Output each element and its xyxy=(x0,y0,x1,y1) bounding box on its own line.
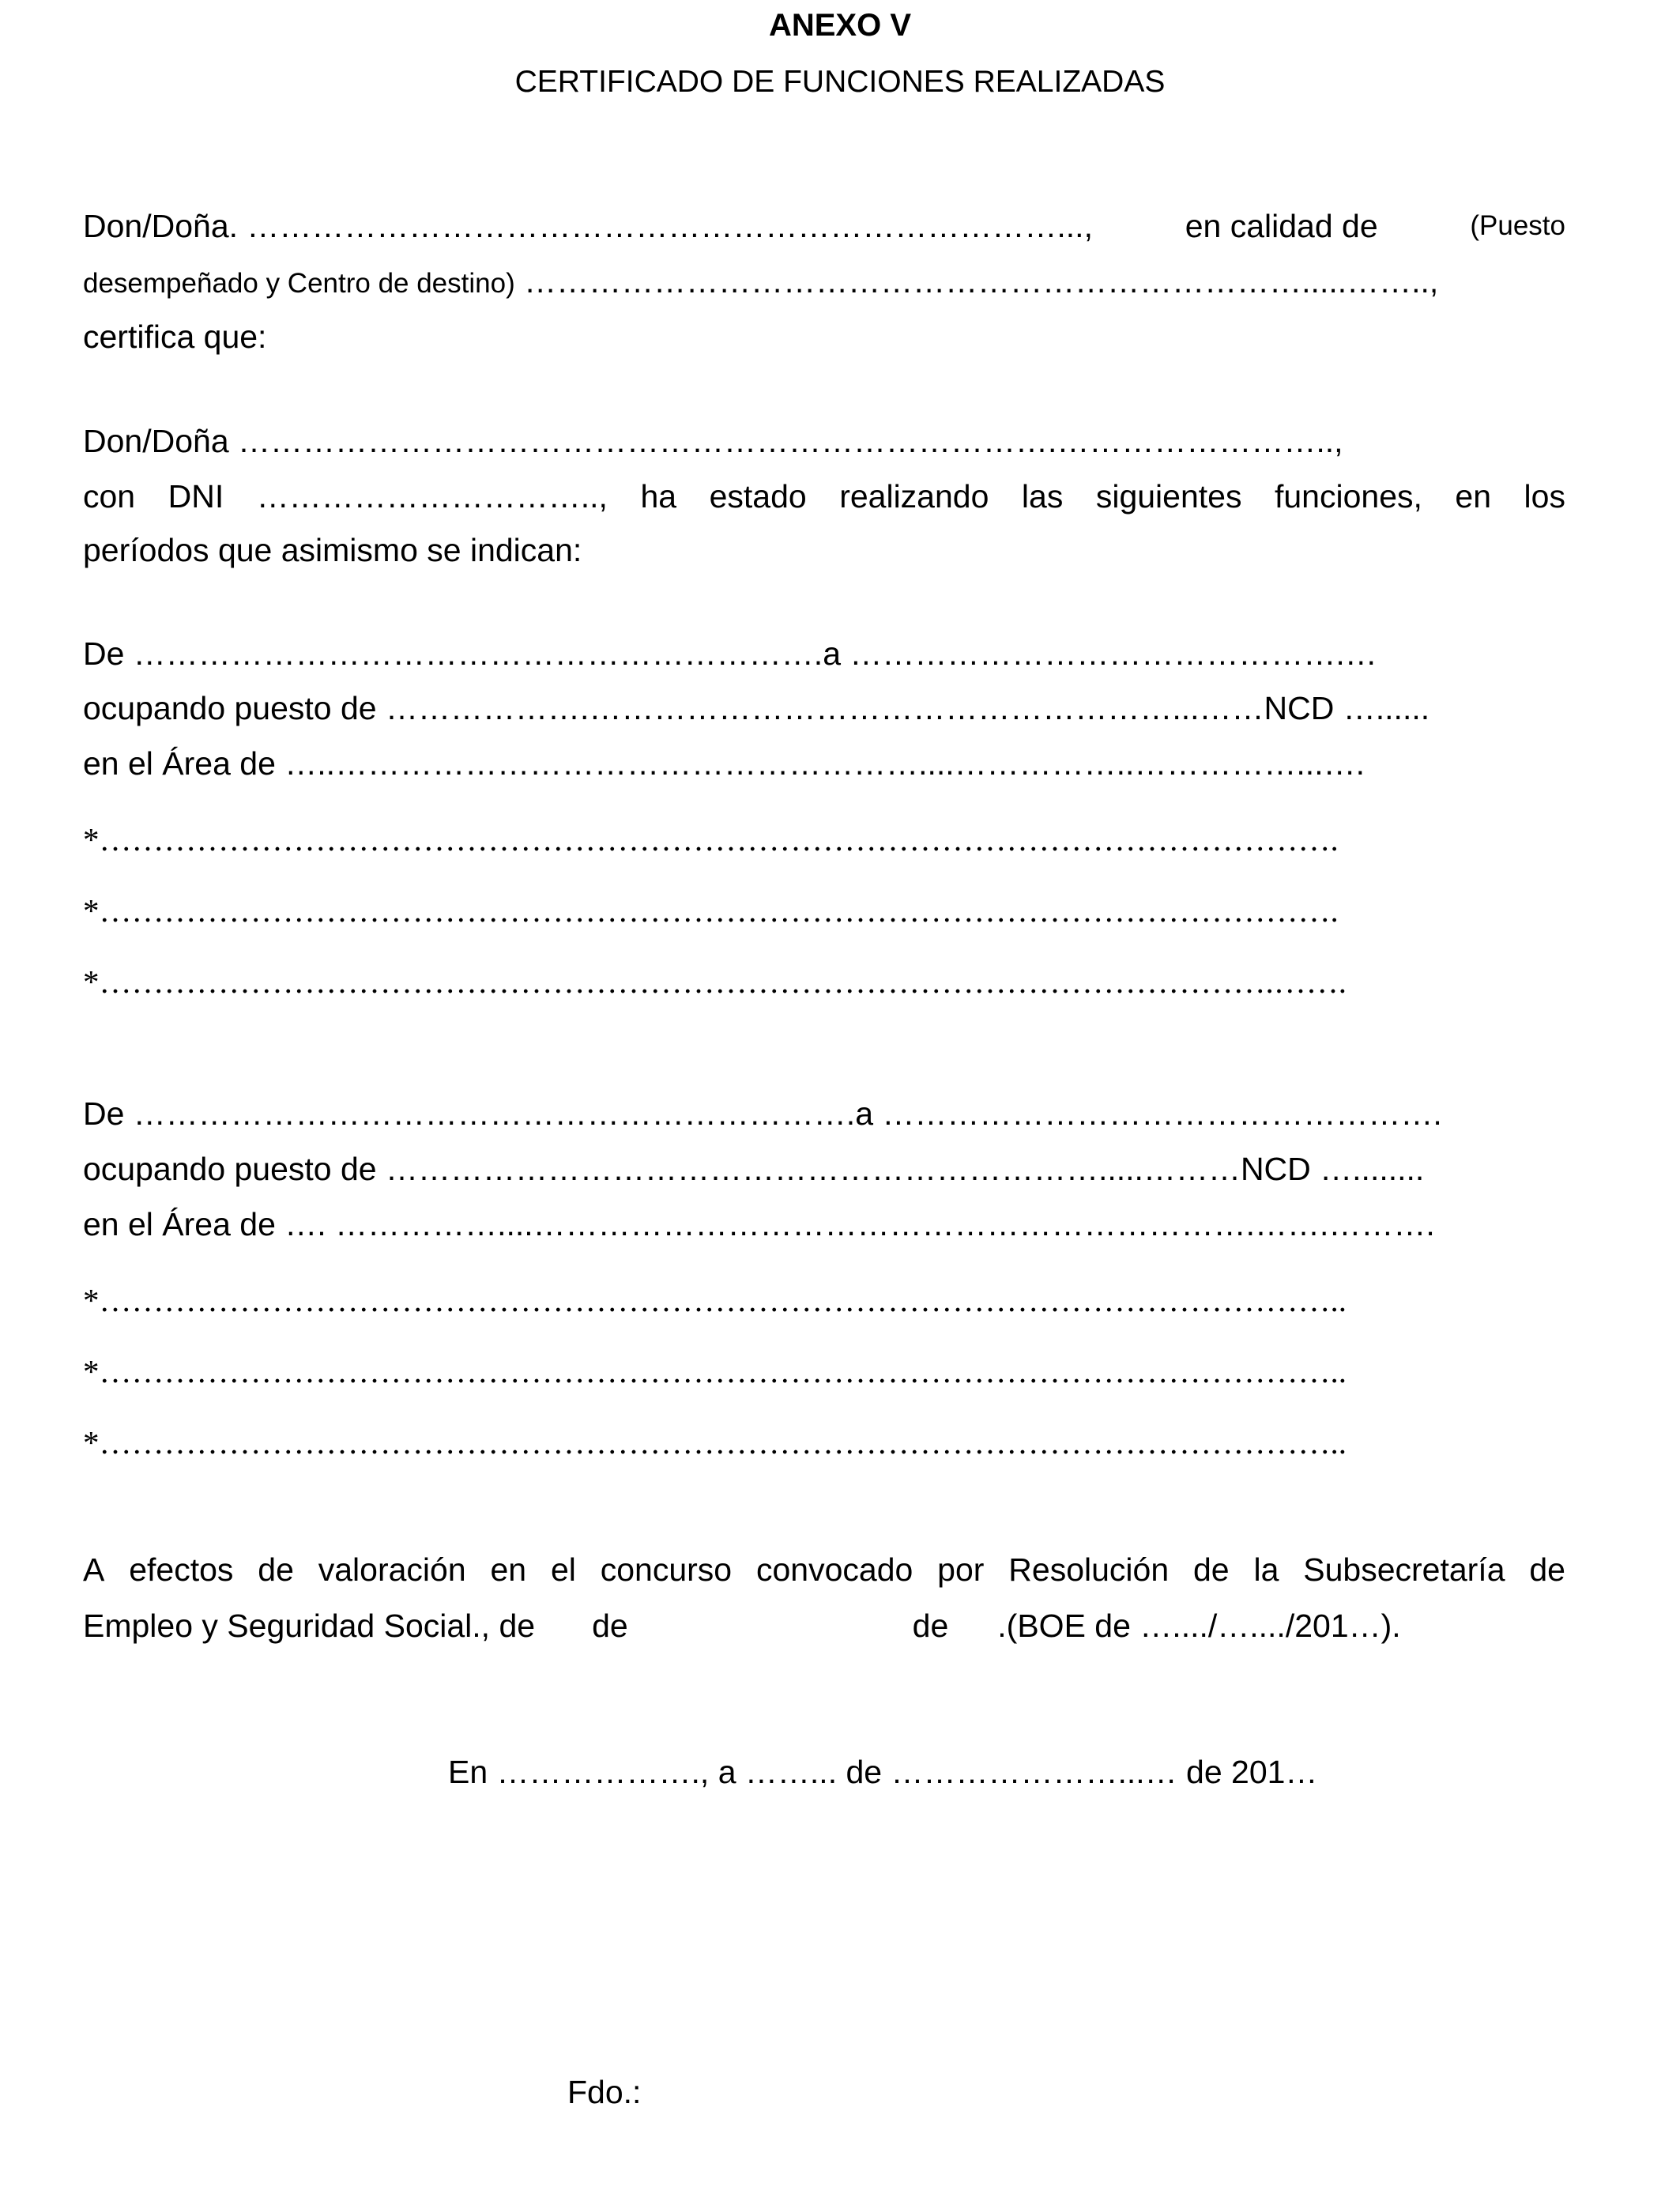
certifier-centro-label: desempeñado y Centro de destino) xyxy=(83,268,515,299)
dni-word: ………………………….., xyxy=(256,478,608,515)
certifier-line-1 xyxy=(83,207,1565,245)
effects-word: Subsecretaría xyxy=(1303,1551,1505,1588)
dni-word: las xyxy=(1021,478,1064,515)
periods-intro: períodos que asimismo se indican: xyxy=(83,532,582,568)
certifier-quality-label: en calidad de xyxy=(1185,208,1378,244)
annex-title: ANEXO V xyxy=(768,8,912,43)
period1-item: *……………………………………………………………………………………………….……. xyxy=(83,963,1347,1000)
period1-from-line: De ……………………………………………………….a ……………………………………….… xyxy=(83,635,1377,672)
effects-text: de xyxy=(592,1608,628,1644)
period1-item: *……………………………………………………………………………………………………. xyxy=(83,821,1339,858)
effects-text: .(BOE de …..../…..../201…). xyxy=(997,1608,1401,1644)
effects-word: efectos xyxy=(129,1551,234,1588)
effects-word: valoración xyxy=(318,1551,466,1588)
dni-word: funciones, xyxy=(1274,478,1422,515)
effects-text: de xyxy=(912,1608,949,1644)
dni-word: en xyxy=(1455,478,1492,515)
effects-word: A xyxy=(83,1551,105,1588)
subject-name-line: Don/Doña ………………………………………………………………….…………………….., xyxy=(83,423,1343,459)
dni-word: realizando xyxy=(839,478,989,515)
period1-area-line: en el Área de …..………………………………………………....……………..……………...…. xyxy=(83,745,1365,782)
certifier-line-2 xyxy=(83,262,1438,303)
effects-word: de xyxy=(1193,1551,1230,1588)
effects-word: de xyxy=(258,1551,294,1588)
effects-word: la xyxy=(1253,1551,1279,1588)
effects-word: el xyxy=(550,1551,576,1588)
period2-area-line: en el Área de …. ……………....………………………………………………………….…….………. xyxy=(83,1206,1435,1242)
period2-from-line: De ………………………………………………………….a ……………………………………………. xyxy=(83,1095,1442,1132)
certifier-name-dots: Don/Doña. …………………………………………………………………..., xyxy=(83,208,1093,244)
dni-word: siguientes xyxy=(1095,478,1242,515)
period1-post-line: ocupando puesto de ……………….………………………………………………...……NCD …...... xyxy=(83,690,1430,726)
period1-item: *……………………………………………………………………………………………………. xyxy=(83,892,1339,929)
certifica-que: certifica que: xyxy=(83,319,267,355)
effects-word: concurso xyxy=(600,1551,733,1588)
period2-post-line: ocupando puesto de ………………………………………………………….....………NCD …........ xyxy=(83,1151,1425,1187)
period2-item: *…………………………………………………………………………………………………….. xyxy=(83,1353,1347,1389)
effects-line-1 xyxy=(83,1551,1565,1589)
subject-dni-line xyxy=(83,477,1565,515)
certifier-puesto-label: (Puesto xyxy=(1470,210,1565,241)
signature-label: Fdo.: xyxy=(567,2074,642,2110)
effects-word: en xyxy=(490,1551,527,1588)
place-date-line: En ………………., a ……... de …………………...… de 201… xyxy=(448,1754,1318,1790)
period2-item: *…………………………………………………………………………………………………….. xyxy=(83,1282,1347,1318)
effects-text: Empleo y Seguridad Social., de xyxy=(83,1608,536,1644)
document-title: CERTIFICADO DE FUNCIONES REALIZADAS xyxy=(514,65,1166,99)
period2-item: *…………………………………………………………………………………………………….. xyxy=(83,1424,1347,1461)
dni-word: estado xyxy=(709,478,807,515)
dni-word: ha xyxy=(640,478,677,515)
dni-word: con xyxy=(83,478,136,515)
effects-line-2 xyxy=(83,1607,1401,1645)
dni-word: los xyxy=(1524,478,1565,515)
effects-word: convocado xyxy=(755,1551,913,1588)
effects-word: de xyxy=(1529,1551,1565,1588)
certifier-centro-dots: ……………………………………………………………….....…….., xyxy=(524,263,1439,300)
effects-word: por xyxy=(937,1551,985,1588)
effects-word: Resolución xyxy=(1008,1551,1170,1588)
dni-word: DNI xyxy=(168,478,224,515)
